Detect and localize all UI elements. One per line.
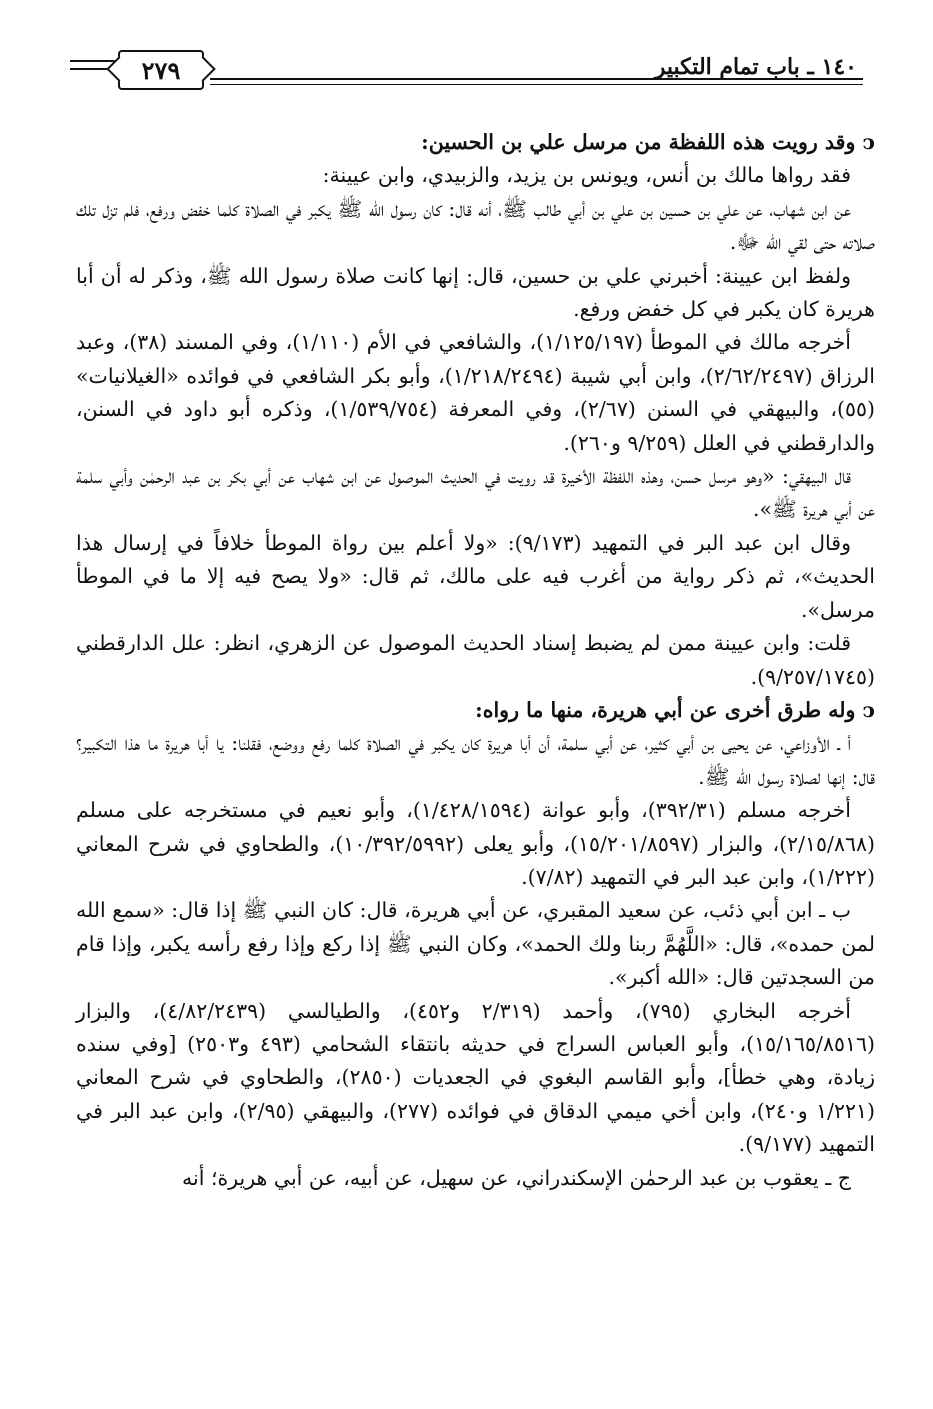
page-header [70,48,863,98]
page-number: ٢٧٩ [118,50,204,90]
paragraph: أخرجه مالك في الموطأ (١/١٢٥/١٩٧)، والشافعي في الأم (١/١١٠)، وفي المسند (٣٨)، وعبد الرزاق (٢/٦٢/٢٤٩٧)، وابن أبي شيبة (١/٢١٨/٢٤٩٤)، وأبو بكر الشافعي في فوائده «الغيلانيات» (٥٥)، والبيهقي في السنن (٢/٦٧)، وفي المعرفة (١/٥٣٩/٧٥٤)، وذكره أبو داود في السنن، والدارقطني في العلل (٩/٢٥٩ و٢٦٠). [76,330,876,455]
paragraph: ج ـ يعقوب بن عبد الرحمٰن الإسكندراني، عن سهيل، عن أبيه، عن أبي هريرة؛ أنه [182,1165,851,1190]
paragraph: ولفظ ابن عيينة: أخبرني علي بن حسين، قال: إنها كانت صلاة رسول الله ﷺ، وذكر له أن أبا هريرة كان يكبر في كل خفض ورفع. [76,263,875,322]
paragraph: أ ـ الأوزاعي، عن يحيى بن أبي كثير، عن أبي سلمة، أن أبا هريرة كان يكبر في الصلاة كلما رفع ووضع، فقلنا: يا أبا هريرة ما هذا التكبير؟ قال: إنها لصلاة رسول الله ﷺ. [76,731,875,789]
page-body [76,126,875,1195]
paragraph: أخرجه مسلم (٣٩٢/٣١)، وأبو عوانة (١/٤٢٨/١٥٩٤)، وأبو نعيم في مستخرجه على مسلم (٢/١٥/٨٦٨)، والبزار (١٥/٢٠١/٨٥٩٧)، وأبو يعلى (١٠/٣٩٢/٥٩٩٢)، والطحاوي في شرح المعاني (١/٢٢٢)، وابن عبد البر في التمهيد (٧/٨٢). [76,798,875,889]
paragraph: قلت: وابن عيينة ممن لم يضبط إسناد الحديث الموصول عن الزهري، انظر: علل الدارقطني (٩/٢٥٧/١٧٤٥). [76,631,875,689]
paragraph: قال البيهقي: «وهو مرسل حسن، وهذه اللفظة الأخيرة قد رويت في الحديث الموصول عن ابن شهاب عن أبي بكر بن عبد الرحمٰن وأبي سلمة عن أبي هريرة ﷺ». [76,464,875,522]
paragraph: ͻ وله طرق أخرى عن أبي هريرة، منها ما رواه: [475,697,875,722]
paragraph: فقد رواها مالك بن أنس، ويونس بن يزيد، والزبيدي، وابن عيينة: [322,163,851,188]
paragraph: وقال ابن عبد البر في التمهيد (٩/١٧٣): «ولا أعلم بين رواة الموطأ خلافاً في إرسال هذا الحديث»، ثم ذكر رواية من أغرب فيه على مالك، ثم قال: «ولا يصح فيه إلا ما في الموطأ مرسل». [76,530,875,622]
paragraph: ب ـ ابن أبي ذئب، عن سعيد المقبري، عن أبي هريرة، قال: كان النبي ﷺ إذا قال: «سمع الله لمن حمده»، قال: «اللَّهُمَّ ربنا ولك الحمد»، وكان النبي ﷺ إذا ركع وإذا رفع رأسه يكبر، وإذا قام من السجدتين قال: «الله أكبر». [76,898,875,990]
paragraph: ͻ وقد رويت هذه اللفظة من مرسل علي بن الحسين: [421,130,875,154]
chapter-title: ١٤٠ ـ باب تمام التكبير [654,54,857,80]
paragraph: أخرجه البخاري (٧٩٥)، وأحمد (٢/٣١٩ و٤٥٢)، والطيالسي (٤/٨٢/٢٤٣٩)، والبزار (١٥/١٦٥/٨٥١٦)، وأبو العباس السراج في حديثه بانتقاء الشحامي (٤٩٣ و٢٥٠٣) [وفي سنده زيادة، وهي خطأ]، وأبو القاسم البغوي في الجعديات (٢٨٥٠)، والطحاوي في شرح المعاني (١/٢٢١ و٢٤٠)، وابن أخي ميمي الدقاق في فوائده (٢٧٧)، والبيهقي (٢/٩٥)، وابن عبد البر في التمهيد (٩/١٧٧). [76,998,876,1157]
paragraph: عن ابن شهاب، عن علي بن حسين بن علي بن أبي طالب ﷺ، أنه قال: كان رسول الله ﷺ يكبر في الصلاة كلما خفض ورفع، فلم تزل تلك صلاته حتى لقي الله ﷻ. [76,196,875,255]
